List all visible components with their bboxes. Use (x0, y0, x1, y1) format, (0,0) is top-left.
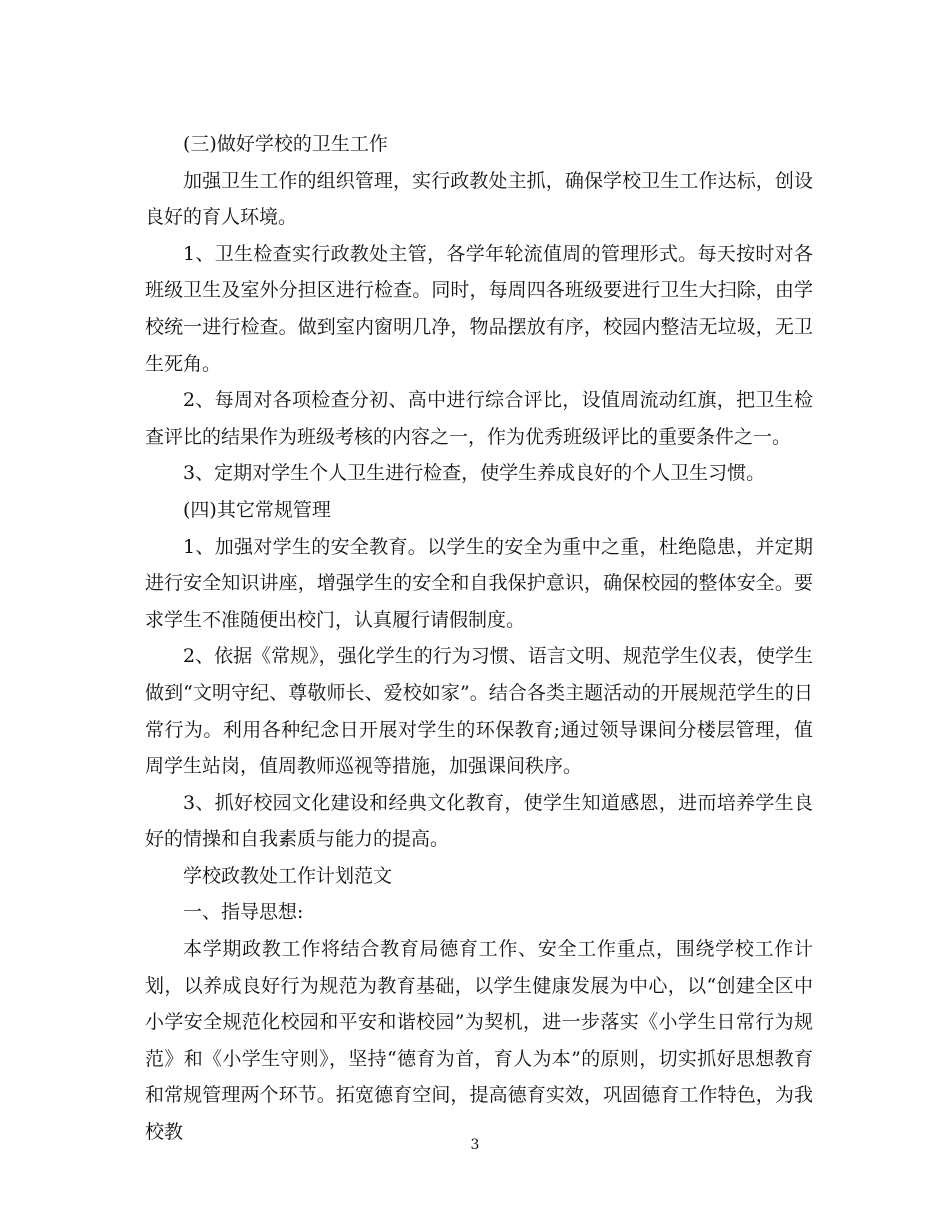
section-heading-other-management: (四)其它常规管理 (183, 498, 331, 521)
document-subtitle: 学校政教处工作计划范文 (183, 864, 393, 887)
paragraph: 2、依据《常规》，强化学生的行为习惯、语言文明、规范学生仪表，使学生做到“文明守纪、尊敬师长、爱校如家”。结合各类主题活动的开展规范学生的日常行为。利用各种纪念日开展对学生的环保教育;通过领导课间分楼层管理，值周学生站岗，值周教师巡视等措施，加强课间秩序。 (145, 645, 813, 778)
document-body (145, 126, 813, 1151)
page-number: 3 (470, 1137, 480, 1153)
paragraph: 1、加强对学生的安全教育。以学生的安全为重中之重，杜绝隐患，并定期进行安全知识讲座，增强学生的安全和自我保护意识，确保校园的整体安全。要求学生不准随便出校门，认真履行请假制度。 (145, 535, 813, 631)
section-heading-guiding-thought: 一、指导思想: (183, 901, 304, 924)
paragraph: 3、抓好校园文化建设和经典文化教育，使学生知道感恩，进而培养学生良好的情操和自我素质与能力的提高。 (145, 791, 813, 851)
paragraph: 本学期政教工作将结合教育局德育工作、安全工作重点，围绕学校工作计划，以养成良好行为规范为教育基础，以学生健康发展为中心，以“创建全区中小学安全规范化校园和平安和谐校园”为契机，进一步落实《小学生日常行为规范》和《小学生守则》，坚持“德育为首，育人为本”的原则，切实抓好思想教育和常规管理两个环节。拓宽德育空间，提高德育实效，巩固德育工作特色，为我校教 (145, 938, 813, 1144)
paragraph: 2、每周对各项检查分初、高中进行综合评比，设值周流动红旗，把卫生检查评比的结果作为班级考核的内容之一，作为优秀班级评比的重要条件之一。 (145, 389, 813, 448)
section-heading-hygiene: (三)做好学校的卫生工作 (183, 133, 388, 155)
paragraph: 3、定期对学生个人卫生进行检查，使学生养成良好的个人卫生习惯。 (183, 462, 766, 485)
paragraph: 1、卫生检查实行政教处主管，各学年轮流值周的管理形式。每天按时对各班级卫生及室外分担区进行检查。同时，每周四各班级要进行卫生大扫除，由学校统一进行检查。做到室内窗明几净，物品摆放有序，校园内整洁无垃圾，无卫生死角。 (145, 242, 813, 375)
paragraph: 加强卫生工作的组织管理，实行政教处主抓，确保学校卫生工作达标，创设良好的育人环境。 (145, 169, 813, 229)
